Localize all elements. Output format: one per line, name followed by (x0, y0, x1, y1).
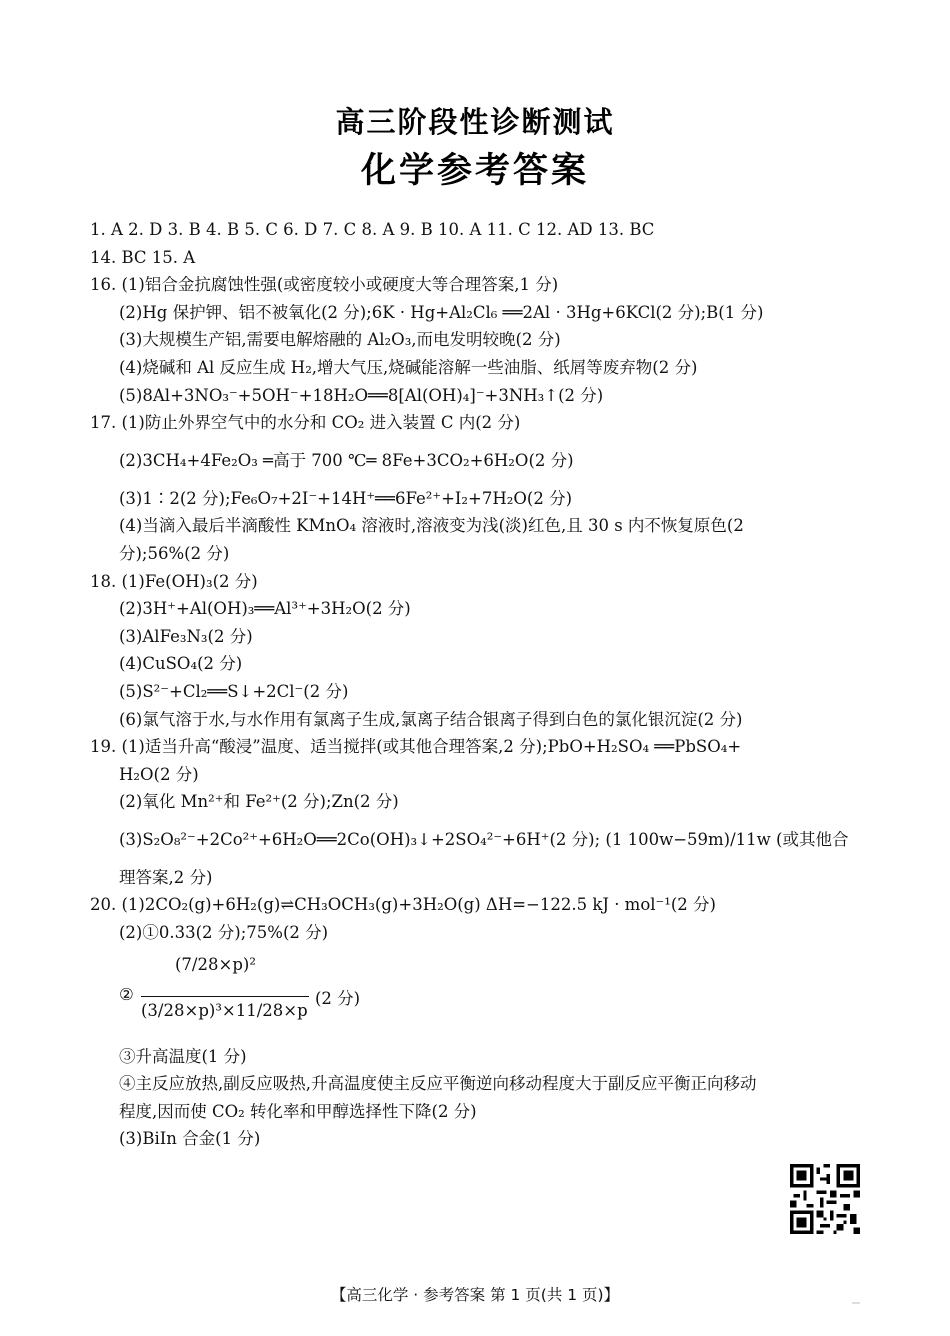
answer-line: 20. (1)2CO₂(g)+6H₂(g)⇌CH₃OCH₃(g)+3H₂O(g) ΔH=−122.5 kJ · mol⁻¹(2 分) (90, 895, 716, 915)
answer-line: (5)8Al+3NO₃⁻+5OH⁻+18H₂O══8[Al(OH)₄]⁻+3NH₃↑(2 分) (119, 385, 604, 405)
answer-line: (2)3CH₄+4Fe₂O₃ ═高于 700 ℃═ 8Fe+3CO₂+6H₂O(2 分) (119, 450, 574, 470)
scan-mark (852, 1302, 860, 1304)
equilibrium-formula (119, 951, 899, 1043)
answer-line: (3)大规模生产铝,需要电解熔融的 Al₂O₃,而电发明较晚(2 分) (119, 330, 561, 350)
answer-line: ④主反应放热,副反应吸热,升高温度使主反应平衡逆向移动程度大于副反应平衡正向移动 (119, 1074, 757, 1094)
answer-body (90, 216, 870, 1153)
formula-marker: ② (119, 984, 134, 1004)
page-footer: 【高三化学 · 参考答案 第 1 页(共 1 页)】 (330, 1286, 620, 1304)
formula-score: (2 分) (315, 988, 361, 1008)
answer-line: 1. A 2. D 3. B 4. B 5. C 6. D 7. C 8. A 9. B 10. A 11. C 12. AD 13. BC (90, 220, 655, 239)
answer-line: (6)氯气溶于水,与水作用有氯离子生成,氯离子结合银离子得到白色的氯化银沉淀(2 分) (119, 709, 743, 729)
answer-line: 程度,因而使 CO₂ 转化率和甲醇选择性下降(2 分) (119, 1101, 477, 1121)
answer-line: 17. (1)防止外界空气中的水分和 CO₂ 进入装置 C 内(2 分) (90, 413, 521, 433)
answer-line: 16. (1)铝合金抗腐蚀性强(或密度较小或硬度大等合理答案,1 分) (90, 275, 559, 295)
answer-line: (3)BiIn 合金(1 分) (119, 1129, 261, 1149)
answer-lines (90, 216, 870, 947)
page-subtitle: 化学参考答案 (360, 151, 589, 191)
answer-line: (4)CuSO₄(2 分) (119, 654, 243, 674)
answer-line: (3)1∶2(2 分);Fe₆O₇+2I⁻+14H⁺══6Fe²⁺+I₂+7H₂O(2 分) (119, 488, 573, 508)
answer-line: (3)AlFe₃N₃(2 分) (119, 626, 253, 646)
answer-line: H₂O(2 分) (119, 764, 199, 784)
answer-line: (4)烧碱和 Al 反应生成 H₂,增大气压,烧碱能溶解一些油脂、纸屑等废弃物(2 分) (119, 357, 698, 377)
answer-line: (4)当滴入最后半滴酸性 KMnO₄ 溶液时,溶液变为浅(淡)红色,且 30 s 内不恢复原色(2 (119, 516, 744, 536)
answer-line: 14. BC 15. A (90, 247, 196, 267)
page-title: 高三阶段性诊断测试 (335, 105, 615, 139)
answer-lines-continued (90, 1043, 870, 1153)
answer-line: (2)氧化 Mn²⁺和 Fe²⁺(2 分);Zn(2 分) (119, 792, 399, 812)
answer-line: (2)①0.33(2 分);75%(2 分) (119, 923, 329, 943)
answer-line: 18. (1)Fe(OH)₃(2 分) (90, 571, 258, 591)
answer-line: (2)Hg 保护钾、铝不被氧化(2 分);6K · Hg+Al₂Cl₆ ══2Al · 3Hg+6KCl(2 分);B(1 分) (119, 302, 764, 322)
answer-line: (5)S²⁻+Cl₂══S↓+2Cl⁻(2 分) (119, 681, 349, 701)
qr-code-icon (790, 1164, 860, 1234)
answer-line: 19. (1)适当升高“酸浸”温度、适当搅拌(或其他合理答案,2 分);PbO+H₂SO₄ ══PbSO₄+ (90, 737, 742, 757)
formula-numerator: (7/28×p)² (175, 954, 256, 974)
answer-line: 理答案,2 分) (119, 867, 213, 887)
fraction-bar (141, 996, 309, 997)
answer-line: (2)3H⁺+Al(OH)₃══Al³⁺+3H₂O(2 分) (119, 599, 411, 619)
answer-line: ③升高温度(1 分) (119, 1046, 247, 1066)
answer-line: (3)S₂O₈²⁻+2Co²⁺+6H₂O══2Co(OH)₃↓+2SO₄²⁻+6H⁺(2 分); (1 100w−59m)/11w (或其他合 (119, 829, 849, 849)
answer-line: 分);56%(2 分) (119, 543, 230, 563)
formula-denominator: (3/28×p)³×11/28×p (141, 1000, 308, 1020)
